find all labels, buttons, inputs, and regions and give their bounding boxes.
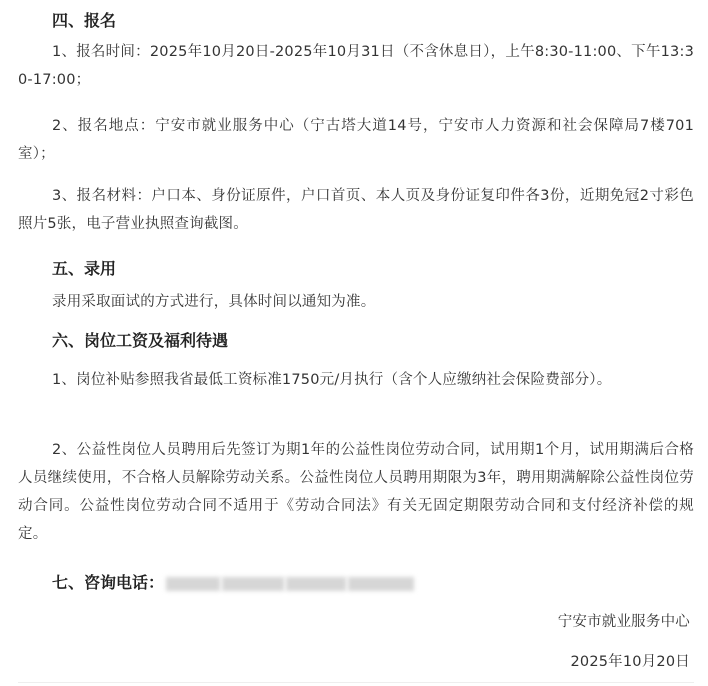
issue-date: 2025年10月20日 (570, 654, 690, 670)
section-5-item-1: 录用采取面试的方式进行，具体时间以通知为准。 (52, 294, 376, 310)
redacted-phone-block (348, 577, 414, 591)
section-4-item-3: 3、报名材料：户口本、身份证原件，户口首页、本人页及身份证复印件各3份，近期免冠2寸彩色照片5张，电子营业执照查询截图。 (18, 188, 694, 232)
section-6-item-2: 2、公益性岗位人员聘用后先签订为期1年的公益性岗位劳动合同，试用期1个月，试用期满后合格人员继续使用，不合格人员解除劳动关系。公益性岗位人员聘用期限为3年，聘用期满解除公益性岗位劳动合同。公益性岗位劳动合同不适用于《劳动合同法》有关无固定期限劳动合同和支付经济补偿的规定。 (18, 442, 694, 542)
contact-phone-label: 七、咨询电话： (52, 573, 165, 592)
issuing-organization: 宁安市就业服务中心 (557, 614, 690, 630)
bottom-divider (18, 682, 694, 683)
section-6-item-1: 1、岗位补贴参照我省最低工资标准1750元/月执行（含个人应缴纳社会保险费部分）。 (52, 372, 612, 388)
section-4-item-2: 2、报名地点：宁安市就业服务中心（宁古塔大道14号，宁安市人力资源和社会保障局7楼701室）； (18, 118, 694, 162)
redacted-phone-block (222, 577, 284, 591)
section-5-heading: 五、录用 (52, 259, 117, 278)
redacted-phone-block (166, 577, 220, 591)
section-4-item-1: 1、报名时间：2025年10月20日-2025年10月31日（不含休息日），上午8:30-11:00、下午13:30-17:00； (18, 44, 694, 88)
section-6-heading: 六、岗位工资及福利待遇 (52, 331, 229, 350)
redacted-phone-block (286, 577, 346, 591)
section-4-heading: 四、报名 (52, 11, 117, 30)
section-7-heading (52, 570, 414, 593)
